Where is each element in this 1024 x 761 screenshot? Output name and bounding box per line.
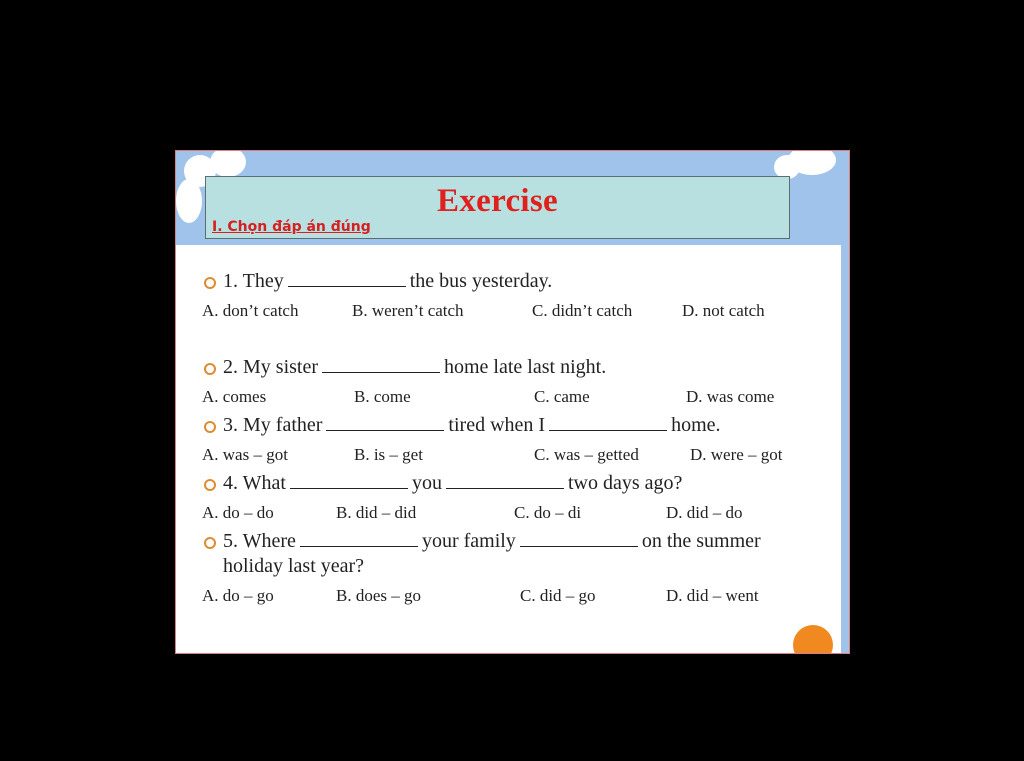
option-2b: B. come [354, 387, 411, 406]
option-5b: B. does – go [336, 586, 421, 605]
option-2d: D. was come [686, 387, 775, 406]
cloud-decoration [210, 150, 246, 177]
option-1b: B. weren’t catch [352, 301, 464, 320]
question-text: 2. My sister [223, 356, 318, 378]
question-4 [223, 472, 682, 495]
question-text: two days ago? [567, 472, 683, 494]
question-text: home late last night. [444, 356, 607, 378]
bullet-icon [204, 363, 216, 375]
question-text: tired when I [448, 414, 546, 436]
bullet-icon [204, 421, 216, 433]
answer-blank [288, 272, 406, 287]
answer-blank [326, 416, 444, 431]
question-text: 3. My father [223, 414, 323, 436]
question-3 [223, 414, 721, 437]
question-text: 1. They [223, 270, 284, 292]
option-5a: A. do – go [202, 586, 274, 605]
header-box [205, 176, 790, 239]
question-1 [223, 270, 552, 293]
question-text: your family [421, 530, 516, 552]
question-text: 4. What [223, 472, 286, 494]
answer-blank [549, 416, 667, 431]
question-text: home. [671, 414, 721, 436]
option-3b: B. is – get [354, 445, 423, 464]
option-3a: A. was – got [202, 445, 288, 464]
question-5 [223, 530, 761, 553]
answer-blank [300, 532, 418, 547]
bullet-icon [204, 537, 216, 549]
cloud-decoration [176, 179, 202, 223]
bullet-icon [204, 479, 216, 491]
option-4c: C. do – di [514, 503, 582, 522]
option-3c: C. was – getted [534, 445, 639, 464]
answer-blank [446, 474, 564, 489]
option-2a: A. comes [202, 387, 267, 406]
answer-blank [322, 358, 440, 373]
bullet-icon [204, 277, 216, 289]
question-text: 5. Where [223, 530, 296, 552]
option-5d: D. did – went [666, 586, 759, 605]
exercise-slide [175, 150, 850, 654]
question-2 [223, 356, 606, 379]
question-5-continuation: holiday last year? [223, 555, 365, 577]
option-3d: D. were – got [690, 445, 783, 464]
instruction-label: I. Chọn đáp án đúng [212, 219, 371, 235]
option-1d: D. not catch [682, 301, 765, 320]
question-text: you [411, 472, 442, 494]
option-5c: C. did – go [520, 586, 596, 605]
answer-blank [520, 532, 638, 547]
option-1c: C. didn’t catch [532, 301, 633, 320]
question-text: the bus yesterday. [409, 270, 553, 292]
option-4b: B. did – did [336, 503, 417, 522]
option-4d: D. did – do [666, 503, 743, 522]
option-2c: C. came [534, 387, 590, 406]
page-title: Exercise [437, 183, 558, 219]
answer-blank [290, 474, 408, 489]
option-4a: A. do – do [202, 503, 274, 522]
option-1a: A. don’t catch [202, 301, 299, 320]
question-text: on the summer [641, 530, 761, 552]
